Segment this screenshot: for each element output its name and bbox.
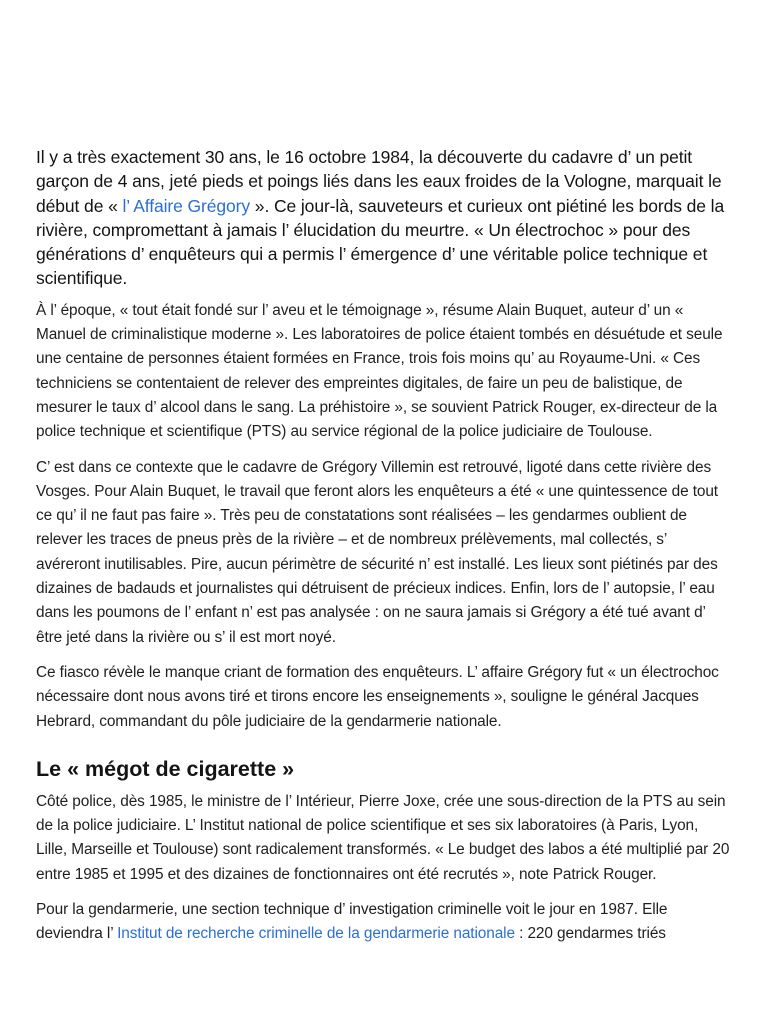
gendarmerie-text-end: : 220 gendarmes triés xyxy=(514,925,666,943)
affaire-gregory-link[interactable]: l’ Affaire Grégory xyxy=(122,195,251,216)
lead-text-end: ». Ce jour-là, sauveteurs et curieux ont piétiné les bords de la rivière, compromettant à jamais l’ élucidation du meurtre. « Un électrochoc » pour des générations d’ enquêteurs qui a permis l’ émergence d’ une véritable police technique et scientifique. xyxy=(36,195,725,289)
gendarmerie-text-start: Pour la gendarmerie, une section technique d’ investigation criminelle voit le jour en 1987. Elle deviendra l’ xyxy=(36,901,668,943)
ircgn-link[interactable]: Institut de recherche criminelle de la gendarmerie nationale xyxy=(117,925,515,943)
paragraph-fiasco: Ce fiasco révèle le manque criant de formation des enquêteurs. L’ affaire Grégory fut « un électrochoc nécessaire dont nous avons tiré et tirons encore les enseignements », souligne le général Jacques Hebrard, commandant du pôle judiciaire de la gendarmerie nationale. xyxy=(36,663,719,730)
paragraph-police: Côté police, dès 1985, le ministre de l’ Intérieur, Pierre Joxe, crée une sous-direction de la PTS au sein de la police judiciaire. L’ Institut national de police scientifique et ses six laboratoires (à Paris, Lyon, Lille, Marseille et Toulouse) sont radicalement transformés. « Le budget des labos a été multiplié par 20 entre 1985 et 1995 et des dizaines de fonctionnaires ont été recrutés », note Patrick Rouger. xyxy=(36,792,730,883)
article-lead xyxy=(36,145,732,291)
paragraph-contexte: C’ est dans ce contexte que le cadavre de Grégory Villemin est retrouvé, ligoté dans cette rivière des Vosges. Pour Alain Buquet, le travail que feront alors les enquêteurs a été « une quintessence de tout ce qu’ il ne faut pas faire ». Très peu de constatations sont réalisées – les gendarmes oublient de relever les traces de pneus près de la rivière – et de nombreux prélèvements, mal collectés, s’ avéreront inutilisables. Pire, aucun périmètre de sécurité n’ est installé. Les lieux sont piétinés par des dizaines de badauds et journalistes qui détruisent de précieux indices. Enfin, lors de l’ autopsie, l’ eau dans les poumons de l’ enfant n’ est pas analysée : on ne saura jamais si Grégory a été tué avant d’ être jeté dans la rivière ou s’ il est mort noyé. xyxy=(36,458,718,646)
paragraph-gendarmerie xyxy=(36,898,732,947)
paragraph-epoque: À l’ époque, « tout était fondé sur l’ aveu et le témoignage », résume Alain Buquet, auteur d’ un « Manuel de criminalistique moderne ». Les laboratoires de police étaient tombés en désuétude et seule une centaine de personnes étaient formées en France, trois fois moins qu’ au Royaume-Uni. « Ces techniciens se contentaient de relever des empreintes digitales, de faire un peu de balistique, de mesurer le taux d’ alcool dans le sang. La préhistoire », se souvient Patrick Rouger, ex-directeur de la police technique et scientifique (PTS) au service régional de la police judiciaire de Toulouse. xyxy=(36,301,723,441)
article-body xyxy=(36,145,732,958)
section-heading: Le « mégot de cigarette » xyxy=(36,756,295,781)
lead-text-start: Il y a très exactement 30 ans, le 16 octobre 1984, la découverte du cadavre d’ un petit garçon de 4 ans, jeté pieds et poings liés dans les eaux froides de la Vologne, marquait le début de « xyxy=(36,147,722,216)
